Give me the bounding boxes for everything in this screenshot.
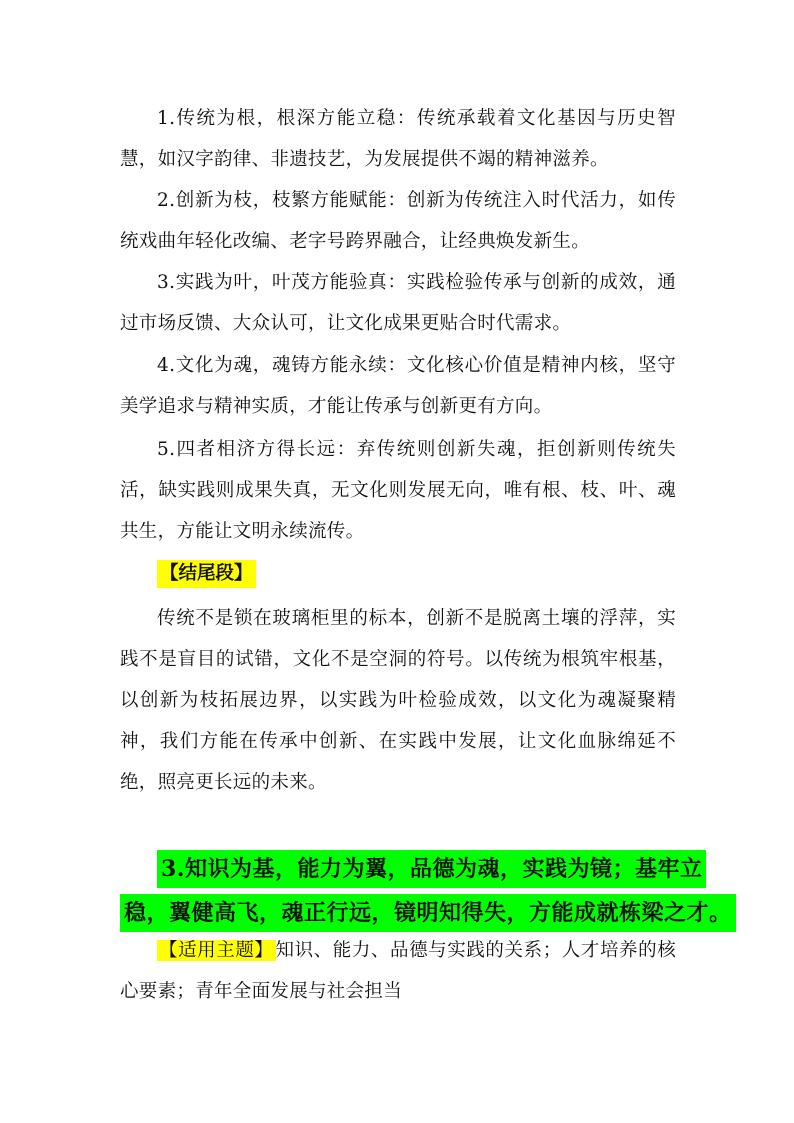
point-5: 5.四者相济方得长远：弃传统则创新失魂，拒创新则传统失活，缺实践则成果失真，无文化则发展无向，唯有根、枝、叶、魂共生，方能让文明永续流传。 <box>120 439 676 542</box>
applicable-topics-label: 【适用主题】 <box>159 940 274 961</box>
applicable-topics <box>120 930 676 1012</box>
ending-section-label: 【结尾段】 <box>157 560 256 588</box>
point-4: 4.文化为魂，魂铸方能永续：文化核心价值是精神内核，坚守美学追求与精神实质，才能让传承与创新更有方向。 <box>120 355 676 417</box>
applicable-topics-text: 知识、能力、品德与实践的关系；人才培养的核心要素；青年全面发展与社会担当 <box>120 940 676 1002</box>
point-2: 2.创新为枝，枝繁方能赋能：创新为传统注入时代活力，如传统戏曲年轻化改编、老字号跨界融合，让经典焕发新生。 <box>120 190 676 252</box>
point-1: 1.传统为根，根深方能立稳：传统承载着文化基因与历史智慧，如汉字韵律、非遗技艺，为发展提供不竭的精神滋养。 <box>120 108 676 170</box>
point-3: 3.实践为叶，叶茂方能验真：实践检验传承与创新的成效，通过市场反馈、大众认可，让文化成果更贴合时代需求。 <box>120 272 676 334</box>
ending-paragraph: 传统不是锁在玻璃柜里的标本，创新不是脱离土壤的浮萍，实践不是盲目的试错，文化不是空洞的符号。以传统为根筑牢根基，以创新为枝拓展边界，以实践为叶检验成效，以文化为魂凝聚精神，我们方能在传承中创新、在实践中发展，让文化血脉绵延不绝，照亮更长远的未来。 <box>120 608 676 793</box>
section-title-line-1: 3.知识为基，能力为翼，品德为魂，实践为镜；基牢立 <box>157 850 706 888</box>
section-title-line-2: 稳，翼健高飞，魂正行远，镜明知得失，方能成就栋梁之才。 <box>120 894 736 932</box>
